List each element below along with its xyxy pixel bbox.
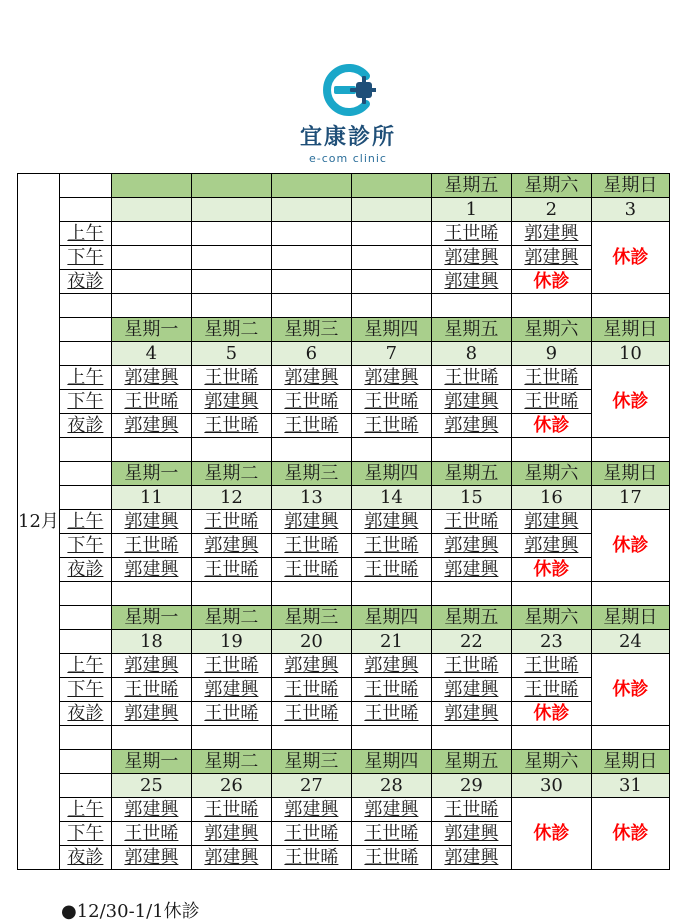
spacer-cell [431,582,511,606]
doctor-cell: 郭建興 [431,534,511,558]
doctor-cell: 郭建興 [431,270,511,294]
date-row [18,198,670,222]
doctor-cell: 郭建興 [111,510,191,534]
empty-cell [351,246,431,270]
spacer-cell [111,438,191,462]
weekday-header: 星期五 [431,606,511,630]
empty-cell [191,270,271,294]
doctor-cell: 郭建興 [111,798,191,822]
doctor-cell: 郭建興 [271,654,351,678]
spacer-cell [351,294,431,318]
doctor-cell: 王世晞 [511,366,591,390]
date-cell: 3 [591,198,669,222]
weekday-header [351,174,431,198]
date-cell: 23 [511,630,591,654]
doctor-cell: 郭建興 [271,510,351,534]
doctor-cell: 郭建興 [191,390,271,414]
spacer-cell [111,582,191,606]
doctor-cell: 郭建興 [431,678,511,702]
weekday-header: 星期日 [591,750,669,774]
doctor-cell: 王世晞 [191,702,271,726]
weekday-header [111,174,191,198]
doctor-cell: 郭建興 [111,414,191,438]
doctor-cell: 郭建興 [431,246,511,270]
date-cell: 29 [431,774,511,798]
doctor-cell: 郭建興 [511,534,591,558]
doctor-cell: 王世晞 [191,366,271,390]
date-cell [191,198,271,222]
corner-cell [59,774,111,798]
weekday-header-row [18,606,670,630]
slot-label: 夜診 [59,270,111,294]
spacer-cell [111,726,191,750]
empty-cell [111,222,191,246]
clinic-logo-icon [320,62,376,118]
weekday-header: 星期四 [351,750,431,774]
spacer-cell [271,438,351,462]
spacer-cell [511,582,591,606]
spacer-cell [591,294,669,318]
date-cell: 30 [511,774,591,798]
empty-cell [271,270,351,294]
month-label: 12月 [18,174,60,870]
date-cell: 8 [431,342,511,366]
date-cell: 24 [591,630,669,654]
empty-cell [351,270,431,294]
weekday-header: 星期日 [591,606,669,630]
doctor-cell: 郭建興 [351,798,431,822]
closed-cell: 休診 [511,702,591,726]
date-cell: 20 [271,630,351,654]
weekday-header: 星期日 [591,318,669,342]
date-cell: 15 [431,486,511,510]
weekday-header: 星期一 [111,318,191,342]
doctor-cell: 郭建興 [431,414,511,438]
schedule-table [17,173,670,870]
doctor-cell: 郭建興 [271,798,351,822]
weekday-header [271,174,351,198]
slot-row [18,246,670,270]
slot-row [18,510,670,534]
spacer-cell [271,726,351,750]
empty-cell [191,246,271,270]
clinic-logo [0,62,696,165]
doctor-cell: 王世晞 [271,678,351,702]
doctor-cell: 王世晞 [271,390,351,414]
slot-label: 夜診 [59,414,111,438]
date-cell: 12 [191,486,271,510]
slot-label: 上午 [59,798,111,822]
slot-row [18,654,670,678]
empty-cell [111,270,191,294]
date-cell: 17 [591,486,669,510]
spacer-cell [511,726,591,750]
date-cell: 6 [271,342,351,366]
doctor-cell: 王世晞 [431,654,511,678]
doctor-cell: 郭建興 [431,822,511,846]
date-cell: 31 [591,774,669,798]
closed-cell: 休診 [511,270,591,294]
weekday-header: 星期三 [271,318,351,342]
corner-cell [59,750,111,774]
spacer-cell [191,726,271,750]
spacer-cell [271,294,351,318]
date-cell: 4 [111,342,191,366]
doctor-cell: 王世晞 [191,414,271,438]
date-cell: 13 [271,486,351,510]
slot-label: 夜診 [59,846,111,870]
weekday-header-row [18,318,670,342]
closed-cell: 休診 [591,510,669,582]
doctor-cell: 王世晞 [191,654,271,678]
weekday-header: 星期五 [431,462,511,486]
date-cell: 1 [431,198,511,222]
slot-label: 夜診 [59,702,111,726]
doctor-cell: 王世晞 [351,414,431,438]
spacer-row [18,726,670,750]
doctor-cell: 王世晞 [271,534,351,558]
date-cell: 19 [191,630,271,654]
spacer-row [18,582,670,606]
spacer-cell [59,438,111,462]
spacer-cell [351,582,431,606]
doctor-cell: 王世晞 [191,558,271,582]
doctor-cell: 王世晞 [351,558,431,582]
spacer-cell [191,294,271,318]
weekday-header: 星期六 [511,174,591,198]
slot-label: 下午 [59,534,111,558]
doctor-cell: 王世晞 [351,390,431,414]
doctor-cell: 郭建興 [431,390,511,414]
slot-row [18,222,670,246]
spacer-cell [59,726,111,750]
empty-cell [191,222,271,246]
doctor-cell: 王世晞 [111,678,191,702]
slot-row [18,798,670,822]
closed-cell: 休診 [591,654,669,726]
spacer-cell [191,438,271,462]
doctor-cell: 王世晞 [111,390,191,414]
spacer-cell [431,726,511,750]
closed-cell: 休診 [511,558,591,582]
doctor-cell: 王世晞 [351,678,431,702]
date-cell: 26 [191,774,271,798]
doctor-cell: 王世晞 [431,366,511,390]
slot-label: 上午 [59,222,111,246]
doctor-cell: 王世晞 [191,510,271,534]
spacer-cell [511,294,591,318]
weekday-header: 星期五 [431,318,511,342]
weekday-header-row [18,174,670,198]
date-cell [351,198,431,222]
date-cell: 9 [511,342,591,366]
doctor-cell: 郭建興 [111,846,191,870]
date-row [18,342,670,366]
doctor-cell: 王世晞 [271,702,351,726]
empty-cell [271,222,351,246]
weekday-header: 星期四 [351,462,431,486]
clinic-name: 宜康診所 [299,125,396,150]
weekday-header [191,174,271,198]
spacer-cell [59,582,111,606]
doctor-cell: 王世晞 [431,222,511,246]
doctor-cell: 王世晞 [271,414,351,438]
doctor-cell: 郭建興 [351,654,431,678]
date-cell: 18 [111,630,191,654]
closed-cell: 休診 [591,366,669,438]
doctor-cell: 王世晞 [111,534,191,558]
weekday-header: 星期一 [111,606,191,630]
spacer-cell [111,294,191,318]
weekday-header: 星期日 [591,462,669,486]
closed-cell: 休診 [591,222,669,294]
weekday-header-row [18,750,670,774]
doctor-cell: 郭建興 [431,558,511,582]
doctor-cell: 王世晞 [271,822,351,846]
weekday-header: 星期六 [511,750,591,774]
weekday-header: 星期二 [191,318,271,342]
slot-label: 上午 [59,654,111,678]
weekday-header: 星期四 [351,318,431,342]
doctor-cell: 王世晞 [351,846,431,870]
closed-cell: 休診 [511,414,591,438]
date-cell: 11 [111,486,191,510]
corner-cell [59,462,111,486]
doctor-cell: 郭建興 [511,510,591,534]
doctor-cell: 郭建興 [111,702,191,726]
slot-label: 上午 [59,366,111,390]
weekday-header: 星期日 [591,174,669,198]
date-cell: 21 [351,630,431,654]
corner-cell [59,606,111,630]
doctor-cell: 郭建興 [431,702,511,726]
corner-cell [59,630,111,654]
doctor-cell: 王世晞 [431,798,511,822]
doctor-cell: 郭建興 [191,822,271,846]
date-cell: 27 [271,774,351,798]
weekday-header: 星期五 [431,750,511,774]
doctor-cell: 郭建興 [351,366,431,390]
spacer-cell [591,438,669,462]
empty-cell [111,246,191,270]
closed-cell: 休診 [511,798,591,870]
slot-row [18,390,670,414]
slot-row [18,534,670,558]
spacer-cell [511,438,591,462]
doctor-cell: 王世晞 [511,390,591,414]
spacer-row [18,294,670,318]
doctor-cell: 王世晞 [351,534,431,558]
date-cell: 25 [111,774,191,798]
doctor-cell: 郭建興 [511,246,591,270]
doctor-cell: 王世晞 [191,798,271,822]
weekday-header: 星期四 [351,606,431,630]
slot-row [18,678,670,702]
date-cell: 10 [591,342,669,366]
weekday-header: 星期一 [111,750,191,774]
slot-row [18,270,670,294]
date-cell: 14 [351,486,431,510]
weekday-header: 星期二 [191,750,271,774]
closed-cell: 休診 [591,798,669,870]
weekday-header: 星期三 [271,750,351,774]
doctor-cell: 郭建興 [511,222,591,246]
slot-row [18,366,670,390]
date-cell: 2 [511,198,591,222]
slot-row [18,558,670,582]
date-cell: 22 [431,630,511,654]
doctor-cell: 郭建興 [431,846,511,870]
weekday-header: 星期三 [271,462,351,486]
weekday-header: 星期一 [111,462,191,486]
doctor-cell: 郭建興 [111,654,191,678]
weekday-header: 星期二 [191,462,271,486]
doctor-cell: 郭建興 [191,678,271,702]
spacer-cell [591,582,669,606]
weekday-header: 星期五 [431,174,511,198]
doctor-cell: 王世晞 [271,558,351,582]
date-cell [271,198,351,222]
slot-row [18,414,670,438]
corner-cell [59,174,111,198]
spacer-row [18,438,670,462]
doctor-cell: 郭建興 [191,846,271,870]
spacer-cell [351,438,431,462]
doctor-cell: 王世晞 [351,702,431,726]
weekday-header: 星期六 [511,462,591,486]
doctor-cell: 王世晞 [351,822,431,846]
doctor-cell: 王世晞 [511,654,591,678]
date-cell: 5 [191,342,271,366]
slot-label: 下午 [59,246,111,270]
slot-label: 下午 [59,822,111,846]
slot-row [18,702,670,726]
slot-label: 下午 [59,390,111,414]
spacer-cell [431,438,511,462]
date-cell: 28 [351,774,431,798]
spacer-cell [191,582,271,606]
weekday-header: 星期二 [191,606,271,630]
date-row [18,630,670,654]
spacer-cell [59,294,111,318]
slot-label: 下午 [59,678,111,702]
doctor-cell: 王世晞 [511,678,591,702]
doctor-cell: 王世晞 [271,846,351,870]
corner-cell [59,486,111,510]
date-cell: 7 [351,342,431,366]
clinic-subtitle: e-com clinic [309,152,387,165]
date-row [18,774,670,798]
weekday-header: 星期三 [271,606,351,630]
weekday-header-row [18,462,670,486]
empty-cell [351,222,431,246]
doctor-cell: 郭建興 [271,366,351,390]
corner-cell [59,318,111,342]
doctor-cell: 郭建興 [191,534,271,558]
date-cell: 16 [511,486,591,510]
doctor-cell: 王世晞 [111,822,191,846]
doctor-cell: 郭建興 [351,510,431,534]
corner-cell [59,342,111,366]
empty-cell [271,246,351,270]
spacer-cell [351,726,431,750]
spacer-cell [431,294,511,318]
doctor-cell: 郭建興 [111,366,191,390]
doctor-cell: 郭建興 [111,558,191,582]
holiday-note: ●12/30-1/1休診 [61,901,200,922]
corner-cell [59,198,111,222]
slot-label: 夜診 [59,558,111,582]
doctor-cell: 王世晞 [431,510,511,534]
spacer-cell [271,582,351,606]
spacer-cell [591,726,669,750]
slot-label: 上午 [59,510,111,534]
date-row [18,486,670,510]
weekday-header: 星期六 [511,318,591,342]
date-cell [111,198,191,222]
weekday-header: 星期六 [511,606,591,630]
